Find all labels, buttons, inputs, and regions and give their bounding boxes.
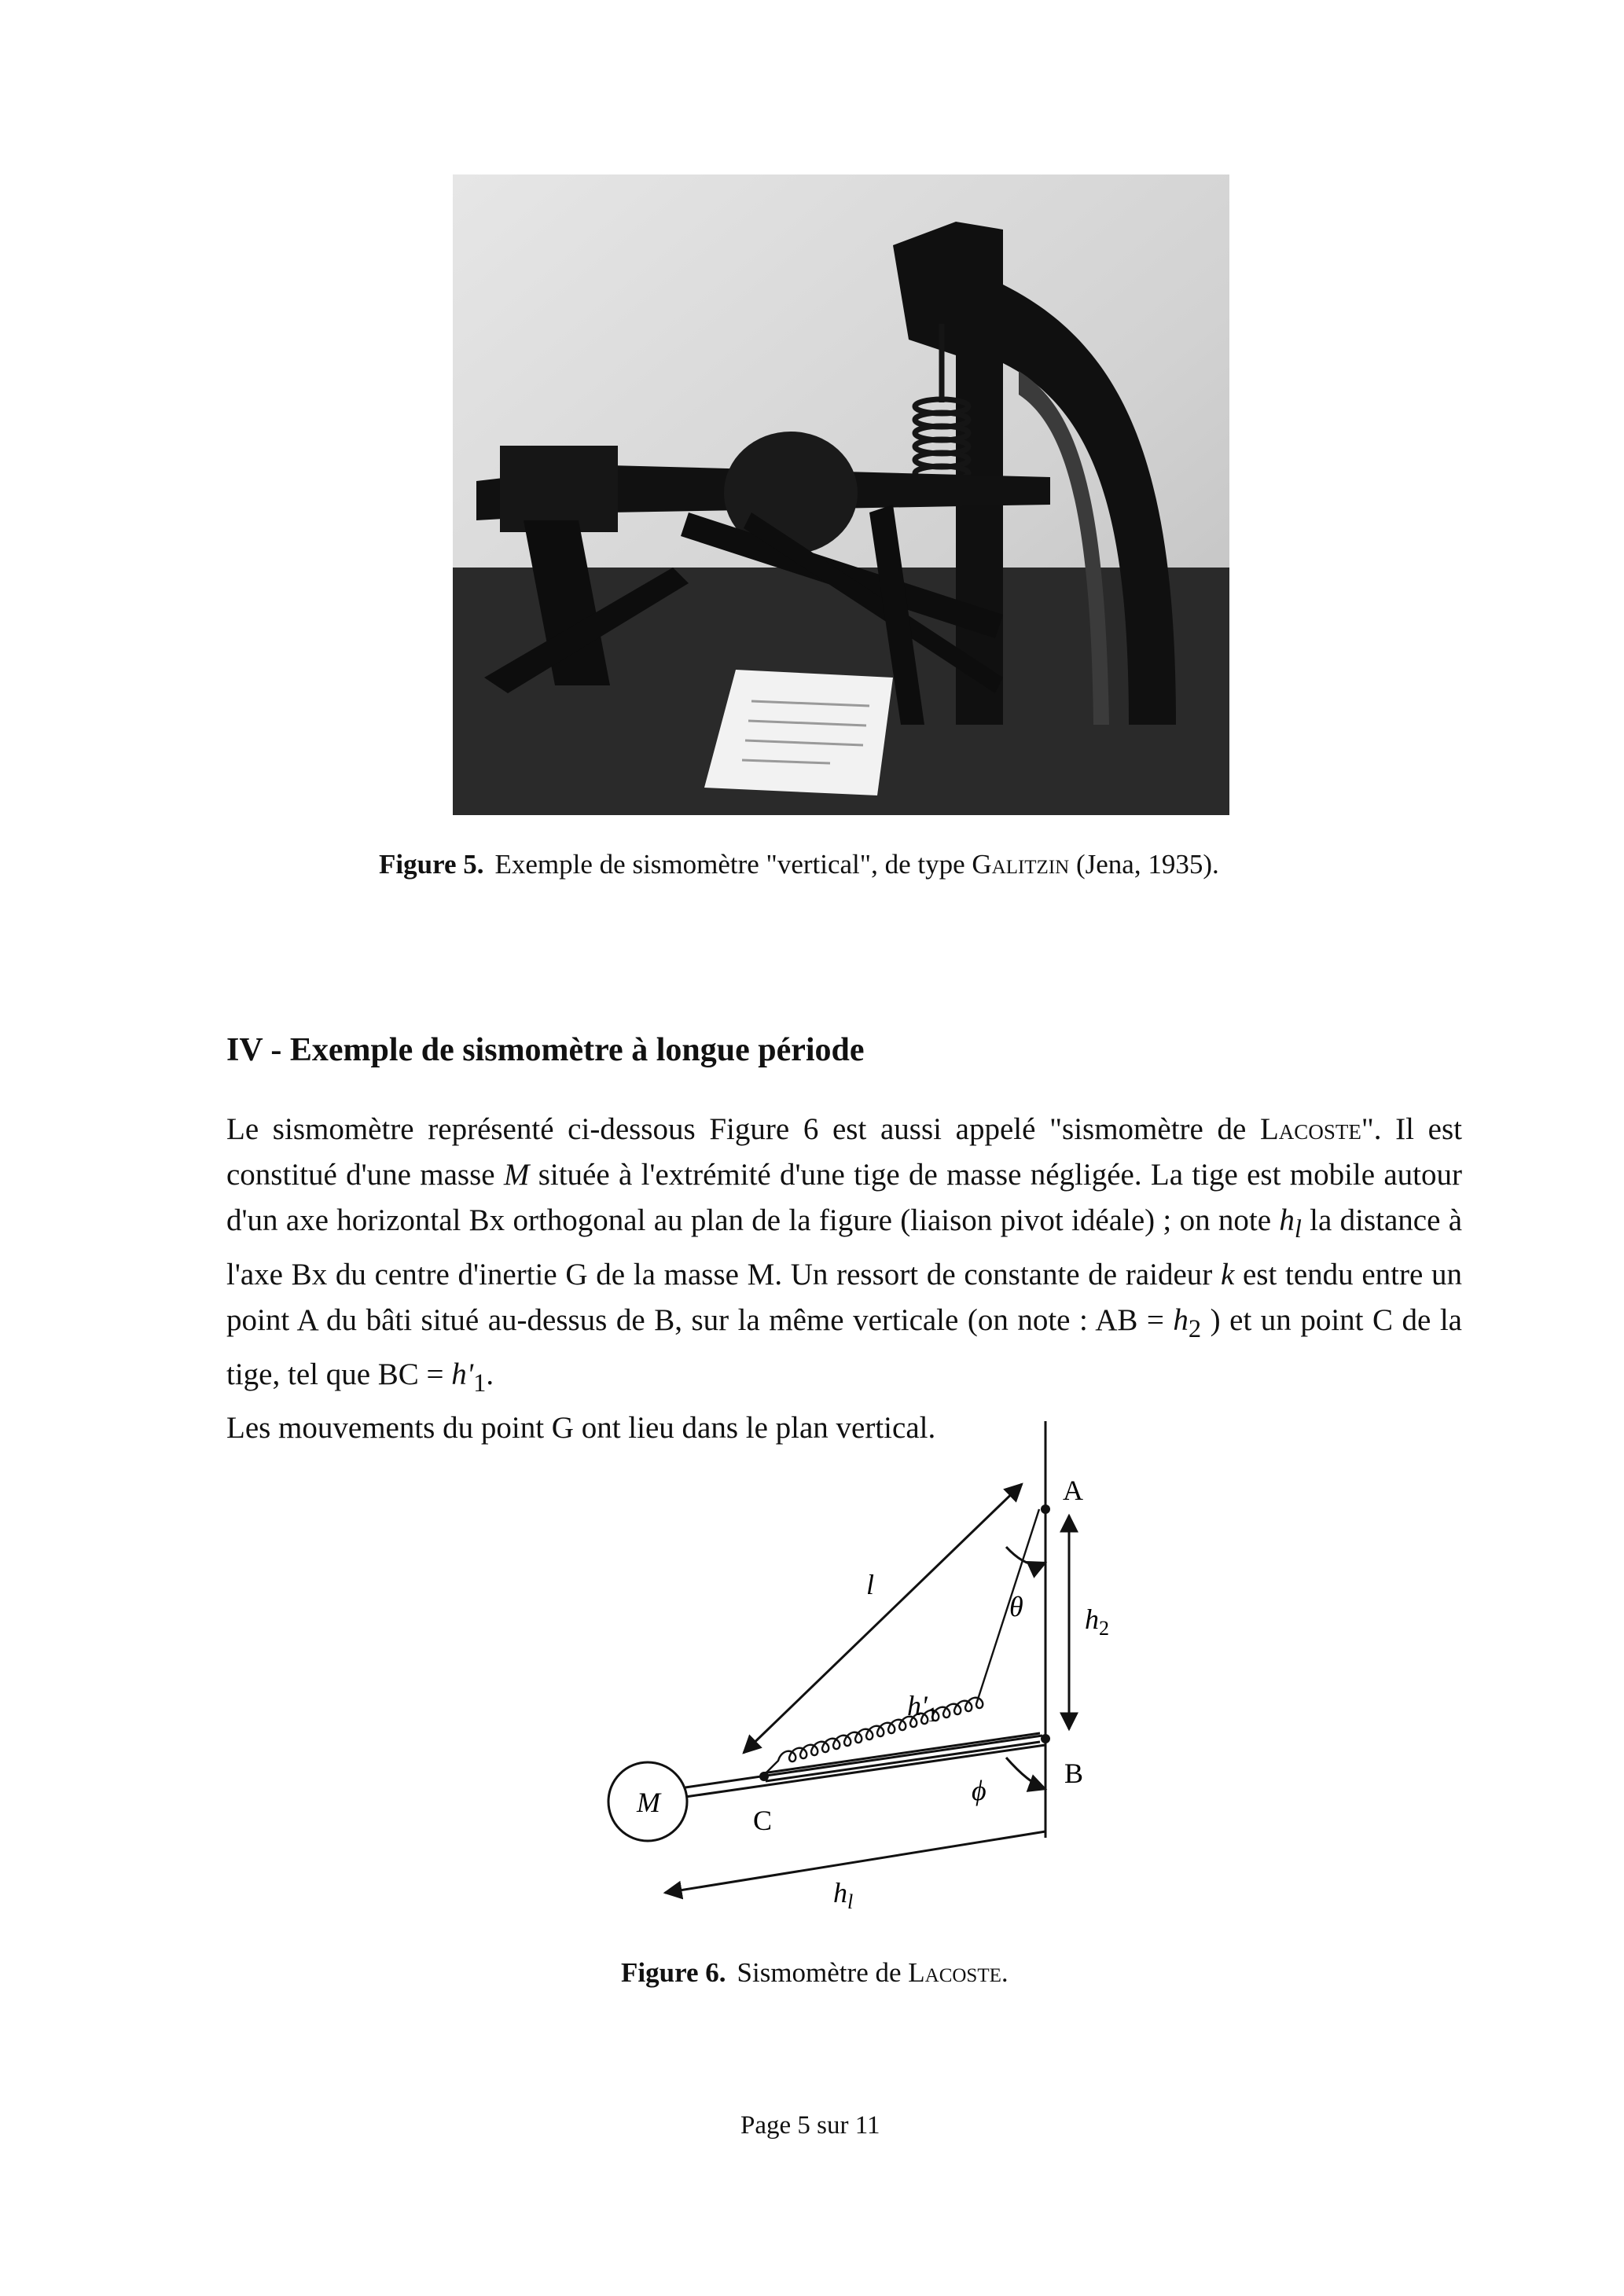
mass-rod-upper (685, 1736, 1042, 1787)
figure-6-caption-tail: . (1001, 1957, 1009, 1988)
point-b (1041, 1734, 1050, 1743)
l-dimension-arrow (744, 1484, 1022, 1753)
paragraph-motion: Les mouvements du point G ont lieu dans le plan vertical. (226, 1411, 936, 1446)
label-theta: θ (1009, 1591, 1023, 1622)
label-b: B (1064, 1758, 1084, 1789)
var-h1-sub: l (1294, 1214, 1302, 1244)
rod-lower-line (766, 1742, 1040, 1781)
var-h2-sub: 2 (1188, 1314, 1202, 1343)
text-run: la distance à l'axe Bx du centre d'inertie G de la masse M. Un ressort de constante de raideur (226, 1203, 1462, 1291)
point-c (759, 1772, 769, 1781)
label-c: C (753, 1805, 773, 1836)
figure-5-caption (379, 849, 1219, 880)
paragraph-main (226, 1107, 1462, 1405)
text-run: . (486, 1357, 494, 1391)
label-h1: $h_l$ (833, 1877, 854, 1913)
figure-5-caption-name: Galitzin (972, 849, 1070, 880)
var-hp1: h' (451, 1357, 474, 1391)
label-phi: ϕ (972, 1775, 987, 1806)
figure-6-caption (621, 1957, 1009, 1989)
lacoste-diagram (597, 1421, 1148, 1924)
text-run: ) et un point C de la tige, tel que BC = (226, 1302, 1462, 1391)
mass-rod-lower (685, 1745, 1045, 1797)
label-a: A (1063, 1475, 1083, 1506)
lacoste-name: Lacoste (1259, 1112, 1361, 1146)
var-k: k (1220, 1257, 1235, 1291)
seismometer-photo (453, 174, 1229, 815)
figure-5-caption-tail: (Jena, 1935). (1069, 849, 1219, 880)
phi-arc (1006, 1758, 1045, 1789)
point-a (1041, 1504, 1050, 1514)
spring-coil (764, 1509, 1039, 1775)
rod-upper-line (762, 1733, 1040, 1773)
figure-6-caption-text: Sismomètre de (737, 1957, 909, 1988)
text-run: ". Il est constitué d'une masse (226, 1112, 1462, 1192)
text-run: située à l'extrémité d'une tige de masse négligée. La tige est mobile autour d'un axe horizontal Bx orthogonal au plan de la figure (liaison pivot idéale) ; on note (226, 1158, 1463, 1237)
h1-dimension-arrow (665, 1831, 1045, 1893)
var-h2: h (1173, 1302, 1189, 1337)
figure-5-label: Figure 5. (379, 849, 484, 880)
label-l: l (866, 1569, 875, 1600)
var-h1: h (1279, 1203, 1295, 1237)
label-h1p: $h'_1$ (907, 1690, 938, 1726)
figure-6-label: Figure 6. (621, 1957, 726, 1988)
section-title: IV - Exemple de sismomètre à longue période (226, 1032, 865, 1068)
page-number: Page 5 sur 11 (740, 2111, 880, 2140)
label-h2: $h_2$ (1085, 1604, 1109, 1640)
var-m: M (503, 1158, 530, 1192)
figure-5-caption-text: Exemple de sismomètre "vertical", de type (494, 849, 972, 880)
figure-6-caption-name: Lacoste (908, 1957, 1001, 1988)
label-m: M (637, 1787, 660, 1818)
body-paragraph (226, 1107, 1462, 1451)
text-run: Le sismomètre représenté ci-dessous Figure 6 est aussi appelé "sismomètre de (226, 1112, 1260, 1146)
var-hp1-sub: 1 (473, 1368, 487, 1398)
text-run: est tendu entre un point A du bâti situé au-dessus de B, sur la même verticale (on note : AB = (226, 1257, 1462, 1337)
